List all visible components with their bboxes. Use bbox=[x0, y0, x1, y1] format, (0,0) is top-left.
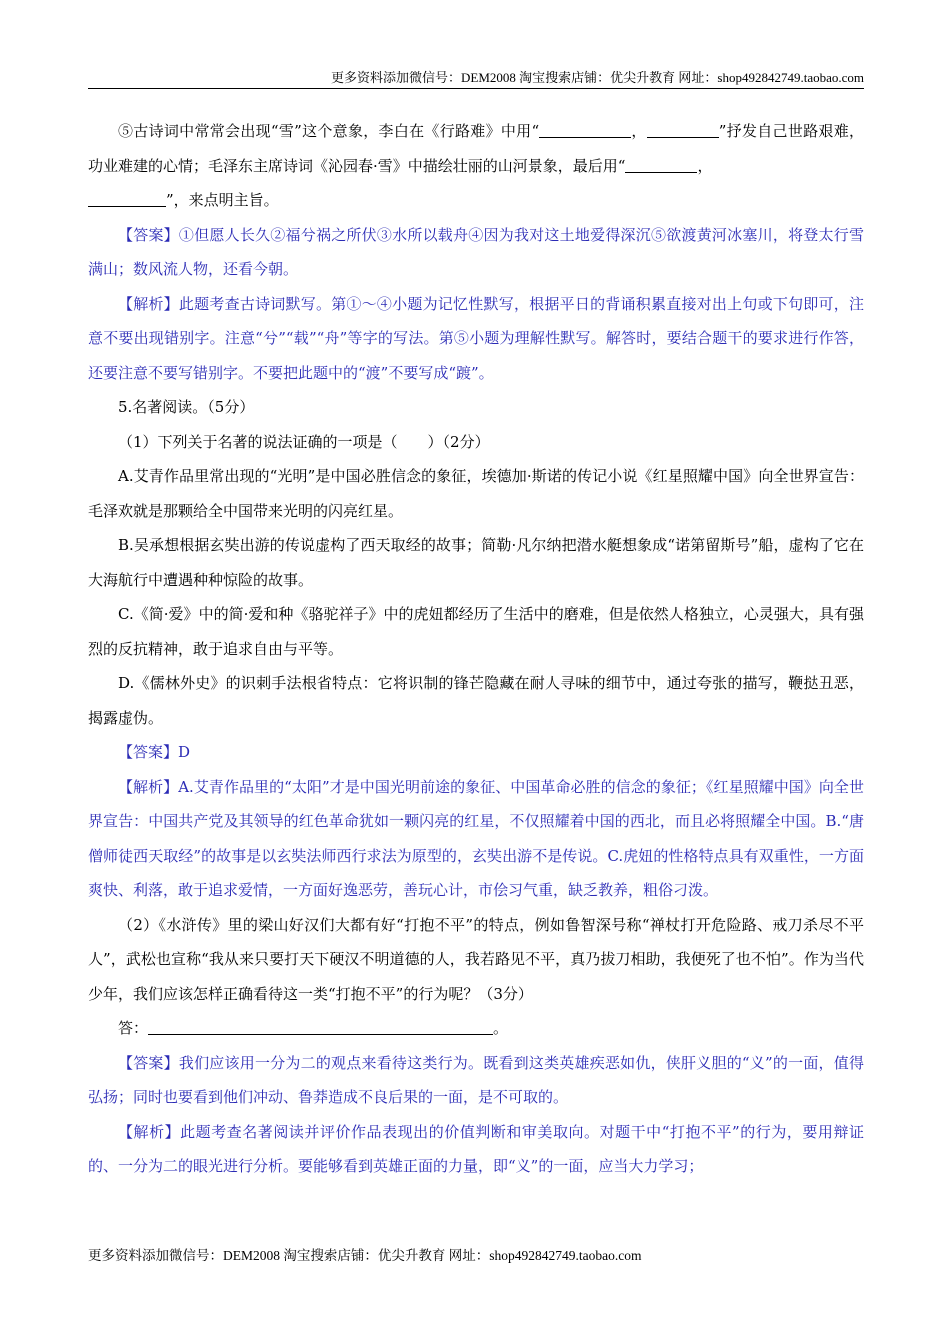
analysis-block-q2 bbox=[88, 1115, 864, 1184]
answer-text: ①但愿人长久②福兮祸之所伏③水所以载舟④因为我对这土地爱得深沉⑤欲渡黄河冰塞川，将登太行雪满山；数风流人物，还看今朝。 bbox=[88, 225, 864, 278]
fill-blank-3[interactable] bbox=[625, 154, 697, 173]
question-1-stem: （1）下列关于名著的说法证确的一项是（ ）（2分） bbox=[118, 432, 490, 451]
poem-sep-1: ， bbox=[631, 122, 647, 140]
answer-suffix: 。 bbox=[493, 1019, 509, 1037]
analysis-block-q1 bbox=[88, 770, 864, 908]
section-5-title: 5.名著阅读。（5分） bbox=[118, 398, 255, 416]
fill-blank-1[interactable] bbox=[539, 119, 631, 138]
document-body bbox=[88, 114, 864, 1184]
answer-block-q2 bbox=[88, 1046, 864, 1115]
poem-sep-2: ， bbox=[697, 156, 713, 175]
answer-tag: 【答案】 bbox=[118, 225, 179, 244]
answer-prefix: 答： bbox=[118, 1019, 149, 1037]
answer-line bbox=[88, 1011, 864, 1046]
analysis-text: 此题考查名著阅读并评价作品表现出的价值判断和审美取向。对题干中“打抱不平”的行为，要用辩证的、一分为二的眼光进行分析。要能够看到英雄正面的力量，即“义”的一面，应当大力学习； bbox=[88, 1122, 864, 1175]
answer-tag: 【答案】 bbox=[118, 743, 179, 761]
answer-block-poem bbox=[88, 218, 864, 287]
option-b[interactable]: B.吴承想根据玄奘出游的传说虚构了西天取经的故事；简勒·凡尔纳把潜水艇想象成“诺第留斯号”船，虚构了它在大海航行中遭遇种种惊险的故事。 bbox=[88, 536, 864, 589]
analysis-text: A.艾青作品里的“太阳”才是中国光明前途的象征、中国革命必胜的信念的象征；《红星照耀中国》向全世界宣告：中国共产党及其领导的红色革命犹如一颗闪亮的红星，不仅照耀着中国的西北，而且必将照耀全中国。B.“唐僧师徒西天取经”的故事是以玄奘法师西行求法为原型的，玄奘出游不是传说。C.虎妞的性格特点具有双重性，一方面爽快、利落，敢于追求爱情，一方面好逸恶劳，善玩心计，市侩习气重，缺乏教养，粗俗刁泼。 bbox=[88, 777, 864, 899]
fill-blank-4[interactable] bbox=[88, 188, 166, 207]
poem-text-2: ”抒发自己世路艰难，功业难建的心情；毛泽东主席诗词《沁园春·雪》中描绘壮丽的山河景象，最后用“ bbox=[88, 122, 864, 175]
fill-blank-2[interactable] bbox=[647, 119, 719, 138]
answer-blank[interactable] bbox=[148, 1016, 493, 1035]
analysis-tag: 【解析】 bbox=[118, 294, 179, 313]
analysis-tag: 【解析】 bbox=[118, 777, 179, 796]
answer-block-q1 bbox=[88, 735, 864, 770]
poem-text-3: ”，来点明主旨。 bbox=[166, 191, 279, 209]
option-a[interactable]: A.艾青作品里常出现的“光明”是中国必胜信念的象征，埃德加·斯诺的传记小说《红星照耀中国》向全世界宣告：毛泽欢就是那颗给全中国带来光明的闪亮红星。 bbox=[88, 467, 864, 520]
analysis-tag: 【解析】 bbox=[118, 1122, 181, 1141]
option-d[interactable]: D.《儒林外史》的识刺手法根省特点：它将识制的锋芒隐藏在耐人寻味的细节中，通过夸张的描写，鞭挞丑恶，揭露虚伪。 bbox=[88, 674, 864, 727]
header-divider bbox=[88, 88, 864, 89]
answer-value: D bbox=[178, 743, 191, 761]
poem-fill-question bbox=[88, 114, 864, 218]
option-c[interactable]: C.《简·爱》中的简·爱和种《骆驼祥子》中的虎妞都经历了生活中的磨难，但是依然人格独立，心灵强大，具有强烈的反抗精神，敢于追求自由与平等。 bbox=[88, 605, 864, 658]
analysis-text: 此题考查古诗词默写。第①～④小题为记忆性默写，根据平日的背诵积累直接对出上句或下句即可，注意不要出现错别字。注意“兮”“载”“舟”等字的写法。第⑤小题为理解性默写。解答时，要结合题干的要求进行作答，还要注意不要写错别字。不要把此题中的“渡”不要写成“踱”。 bbox=[88, 294, 864, 382]
page-header: 更多资料添加微信号：DEM2008 淘宝搜索店铺：优尖升教育 网址：shop492842749.taobao.com bbox=[331, 70, 864, 85]
analysis-block-poem bbox=[88, 287, 864, 391]
page-footer: 更多资料添加微信号：DEM2008 淘宝搜索店铺：优尖升教育 网址：shop492842749.taobao.com bbox=[88, 1248, 642, 1263]
poem-text-1: ⑤古诗词中常常会出现“雪”这个意象，李白在《行路难》中用“ bbox=[118, 122, 540, 140]
answer-text: 我们应该用一分为二的观点来看待这类行为。既看到这类英雄疾恶如仇，侠肝义胆的“义”的一面，值得弘扬；同时也要看到他们冲动、鲁莽造成不良后果的一面，是不可取的。 bbox=[88, 1053, 864, 1106]
question-2-stem: （2）《水浒传》里的梁山好汉们大都有好“打抱不平”的特点，例如鲁智深号称“禅杖打开危险路、戒刀杀尽不平人”，武松也宣称“我从来只要打天下硬汉不明道德的人，我若路见不平，真乃拔刀相助，我便死了也不怕”。作为当代少年，我们应该怎样正确看待这一类“打抱不平”的行为呢？（3分） bbox=[88, 915, 864, 1003]
answer-tag: 【答案】 bbox=[118, 1053, 179, 1072]
